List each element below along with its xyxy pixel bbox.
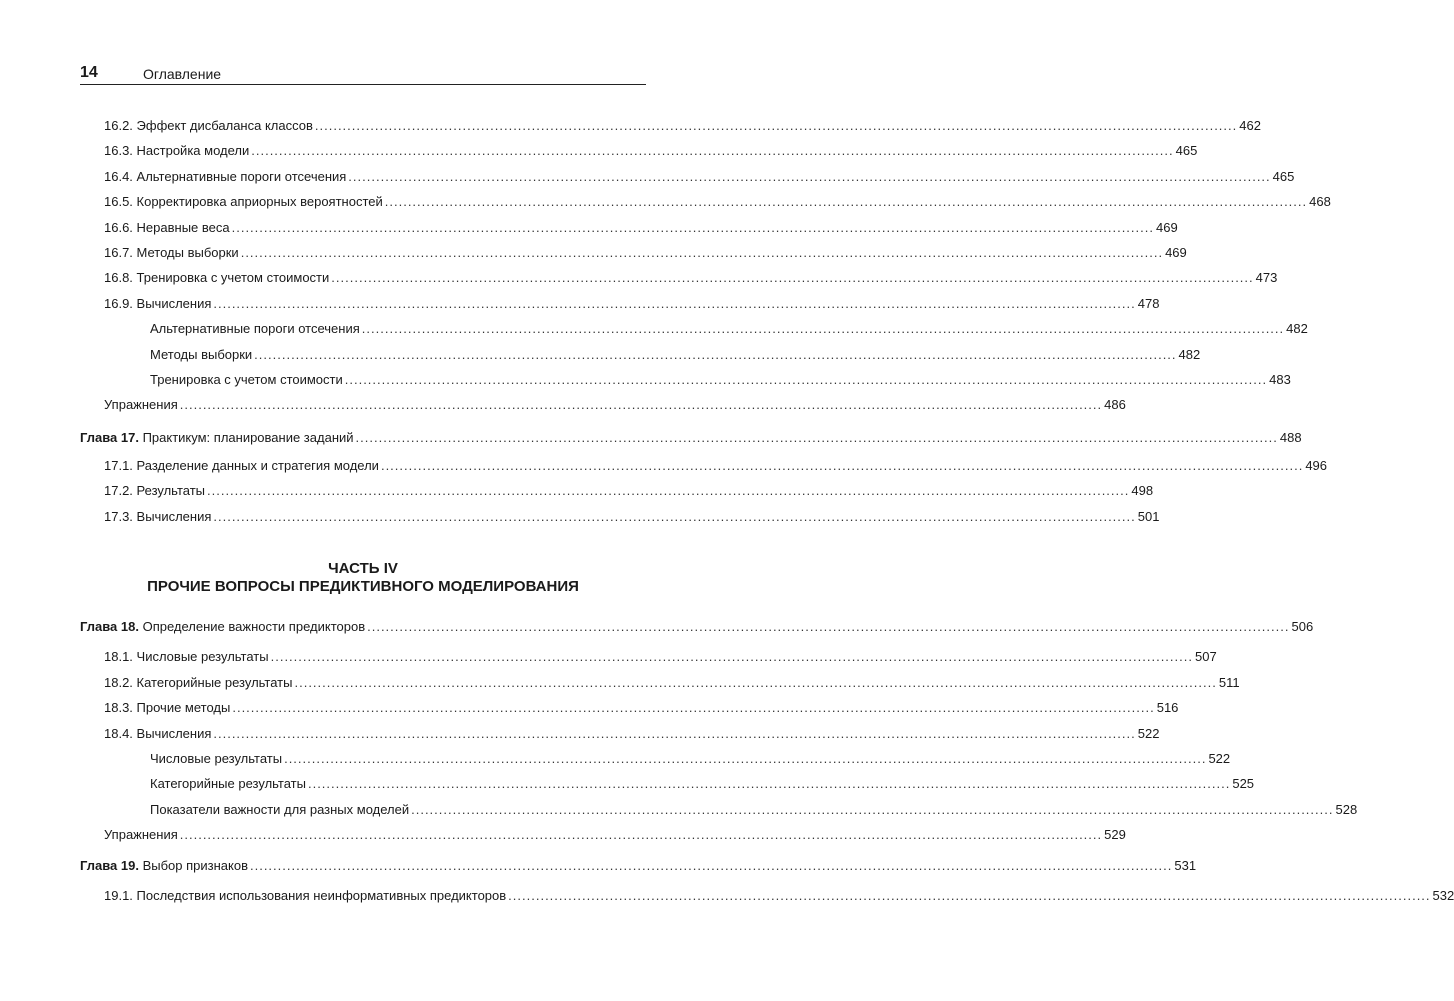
entry-page-number: 532 <box>1432 887 1454 903</box>
toc-entry[interactable] <box>80 138 1198 163</box>
dot-leader: ........................................................................................................................................................................................................ <box>361 321 1285 337</box>
toc-entry-title <box>104 113 313 138</box>
entry-label: 16.9. Вычисления <box>104 295 212 311</box>
entry-label: 18.2. Категорийные результаты <box>104 674 293 690</box>
entry-page-number: 522 <box>1208 750 1231 766</box>
entry-page-number: 465 <box>1272 168 1295 184</box>
dot-leader: ........................................................................................................................................................................................................ <box>344 371 1268 387</box>
entry-page-number: 501 <box>1137 508 1160 524</box>
toc-entry-title <box>104 265 329 290</box>
dot-leader: ........................................................................................................................................................................................................ <box>207 483 1130 499</box>
toc-entry[interactable] <box>80 291 1160 316</box>
dot-leader: ........................................................................................................................................................................................................ <box>249 857 1173 873</box>
toc-entry[interactable] <box>80 342 1201 367</box>
entry-page-number: 465 <box>1175 143 1198 159</box>
toc-chapter-entry[interactable] <box>80 614 1314 639</box>
toc-chapter-entry[interactable] <box>80 853 1197 878</box>
toc-entry[interactable] <box>80 215 1178 240</box>
entry-page-number: 473 <box>1255 270 1278 286</box>
dot-leader: ........................................................................................................................................................................................................ <box>231 219 1154 235</box>
entry-label: 18.1. Числовые результаты <box>104 649 269 665</box>
toc-entry-title <box>104 670 292 695</box>
toc-list-bottom <box>80 614 1454 908</box>
dot-leader: ........................................................................................................................................................................................................ <box>411 801 1334 817</box>
toc-entry[interactable] <box>80 367 1291 392</box>
toc-entry[interactable] <box>80 883 1454 908</box>
toc-entry[interactable] <box>80 771 1255 796</box>
chapter-number: Глава 19. <box>80 857 139 873</box>
entry-label: 16.7. Методы выборки <box>104 244 239 260</box>
dot-leader: ........................................................................................................................................................................................................ <box>307 776 1231 792</box>
dot-leader: ........................................................................................................................................................................................................ <box>380 458 1304 474</box>
page-number: 14 <box>80 64 98 81</box>
entry-label: Альтернативные пороги отсечения <box>150 321 360 337</box>
toc-entry[interactable] <box>80 189 1331 214</box>
dot-leader: ........................................................................................................................................................................................................ <box>213 508 1136 524</box>
toc-entry-title <box>104 291 211 316</box>
toc-chapter-entry[interactable] <box>80 425 1302 450</box>
dot-leader: ........................................................................................................................................................................................................ <box>254 346 1177 362</box>
entry-page-number: 469 <box>1165 244 1187 260</box>
entry-label: Выбор признаков <box>142 857 248 873</box>
entry-label: 17.2. Результаты <box>104 483 205 499</box>
entry-page-number: 478 <box>1137 295 1160 311</box>
toc-entry-title <box>104 721 211 746</box>
toc-entry-title <box>150 771 306 796</box>
dot-leader: ........................................................................................................................................................................................................ <box>508 887 1431 903</box>
toc-entry[interactable] <box>80 721 1160 746</box>
dot-leader: ........................................................................................................................................................................................................ <box>240 244 1164 260</box>
toc-entry[interactable] <box>80 822 1126 847</box>
toc-entry[interactable] <box>80 316 1308 341</box>
toc-entry[interactable] <box>80 695 1179 720</box>
entry-label: Категорийные результаты <box>150 776 306 792</box>
entry-label: Тренировка с учетом стоимости <box>150 371 343 387</box>
entry-page-number: 531 <box>1174 857 1197 873</box>
entry-page-number: 525 <box>1232 776 1255 792</box>
entry-label: 16.2. Эффект дисбаланса классов <box>104 118 313 133</box>
toc-entry-title <box>104 822 178 847</box>
dot-leader: ........................................................................................................................................................................................................ <box>179 397 1103 413</box>
dot-leader: ........................................................................................................................................................................................................ <box>213 725 1136 741</box>
entry-page-number: 507 <box>1194 649 1217 665</box>
entry-label: Показатели важности для разных моделей <box>150 801 410 817</box>
dot-leader: ........................................................................................................................................................................................................ <box>232 700 1155 716</box>
toc-entry[interactable] <box>80 392 1126 417</box>
toc-entry-title <box>150 367 343 392</box>
toc-entry[interactable] <box>80 670 1240 695</box>
dot-leader: ........................................................................................................................................................................................................ <box>284 750 1207 766</box>
entry-label: 16.8. Тренировка с учетом стоимости <box>104 270 330 286</box>
toc-entry-title <box>150 316 360 341</box>
toc-entry[interactable] <box>80 113 1261 138</box>
entry-page-number: 528 <box>1335 801 1358 817</box>
part-title: ПРОЧИЕ ВОПРОСЫ ПРЕДИКТИВНОГО МОДЕЛИРОВАНИЯ <box>147 578 579 595</box>
running-title: Оглавление <box>143 66 222 82</box>
toc-entry-title <box>104 504 211 529</box>
entry-label: 16.3. Настройка модели <box>104 143 250 159</box>
toc-entry-title <box>104 883 506 908</box>
entry-label: Определение важности предикторов <box>142 619 366 634</box>
entry-label: Упражнения <box>104 827 178 843</box>
entry-page-number: 482 <box>1178 346 1201 362</box>
entry-label: 17.3. Вычисления <box>104 508 212 524</box>
entry-label: Практикум: планирование заданий <box>142 429 354 445</box>
chapter-number: Глава 17. <box>80 429 139 445</box>
entry-page-number: 462 <box>1239 118 1261 133</box>
entry-label: 16.6. Неравные веса <box>104 219 230 235</box>
entry-page-number: 488 <box>1279 429 1302 445</box>
toc-entry[interactable] <box>80 453 1328 478</box>
toc-entry-title <box>80 425 354 450</box>
entry-label: Упражнения <box>104 397 178 413</box>
entry-page-number: 506 <box>1291 619 1314 634</box>
toc-entry-title <box>104 392 178 417</box>
toc-entry-title <box>150 342 252 367</box>
dot-leader: ........................................................................................................................................................................................................ <box>251 143 1174 159</box>
toc-entry-title <box>104 164 346 189</box>
toc-entry-title <box>104 189 383 214</box>
toc-entry-title <box>80 614 365 639</box>
part-number: ЧАСТЬ IV <box>328 560 398 577</box>
dot-leader: ........................................................................................................................................................................................................ <box>367 619 1290 634</box>
running-header <box>80 64 646 85</box>
entry-label: 19.1. Последствия использования неинформативных предикторов <box>104 887 507 903</box>
entry-page-number: 522 <box>1137 725 1160 741</box>
dot-leader: ........................................................................................................................................................................................................ <box>355 429 1278 445</box>
toc-entry[interactable] <box>80 240 1187 265</box>
toc-entry-title <box>104 478 205 503</box>
entry-page-number: 511 <box>1218 674 1240 690</box>
toc-entry[interactable] <box>80 478 1154 503</box>
toc-entry-title <box>104 215 230 240</box>
toc-entry[interactable] <box>80 504 1160 529</box>
entry-page-number: 469 <box>1155 219 1178 235</box>
toc-entry-title <box>104 453 379 478</box>
toc-entry[interactable] <box>80 746 1231 771</box>
entry-label: 16.5. Корректировка априорных вероятностей <box>104 194 383 210</box>
dot-leader: ........................................................................................................................................................................................................ <box>213 295 1136 311</box>
entry-page-number: 496 <box>1305 458 1328 474</box>
dot-leader: ........................................................................................................................................................................................................ <box>331 270 1254 286</box>
part-heading <box>80 560 646 596</box>
entry-page-number: 482 <box>1286 321 1308 337</box>
toc-entry[interactable] <box>80 265 1278 290</box>
entry-label: 18.4. Вычисления <box>104 725 212 741</box>
toc-entry-title <box>104 695 230 720</box>
dot-leader: ........................................................................................................................................................................................................ <box>270 649 1193 665</box>
entry-page-number: 529 <box>1104 827 1126 843</box>
entry-page-number: 516 <box>1156 700 1179 716</box>
chapter-number: Глава 18. <box>80 619 139 634</box>
toc-entry-title <box>104 138 249 163</box>
entry-label: 18.3. Прочие методы <box>104 700 231 716</box>
toc-entry[interactable] <box>80 164 1295 189</box>
entry-page-number: 468 <box>1309 194 1331 210</box>
toc-entry-title <box>80 853 248 878</box>
toc-entry-title <box>150 746 282 771</box>
toc-list-top <box>80 113 1331 529</box>
toc-entry[interactable] <box>80 644 1217 669</box>
dot-leader: ........................................................................................................................................................................................................ <box>294 674 1217 690</box>
entry-label: 16.4. Альтернативные пороги отсечения <box>104 168 347 184</box>
entry-label: Числовые результаты <box>150 750 283 766</box>
entry-page-number: 483 <box>1269 371 1291 387</box>
toc-entry-title <box>104 644 269 669</box>
dot-leader: ........................................................................................................................................................................................................ <box>348 168 1271 184</box>
dot-leader: ........................................................................................................................................................................................................ <box>384 194 1308 210</box>
toc-entry[interactable] <box>80 797 1358 822</box>
entry-page-number: 498 <box>1131 483 1154 499</box>
entry-label: Методы выборки <box>150 346 253 362</box>
dot-leader: ........................................................................................................................................................................................................ <box>179 827 1103 843</box>
entry-page-number: 486 <box>1104 397 1126 413</box>
dot-leader: ........................................................................................................................................................................................................ <box>314 118 1238 133</box>
entry-label: 17.1. Разделение данных и стратегия модели <box>104 458 379 474</box>
toc-entry-title <box>150 797 409 822</box>
toc-entry-title <box>104 240 239 265</box>
